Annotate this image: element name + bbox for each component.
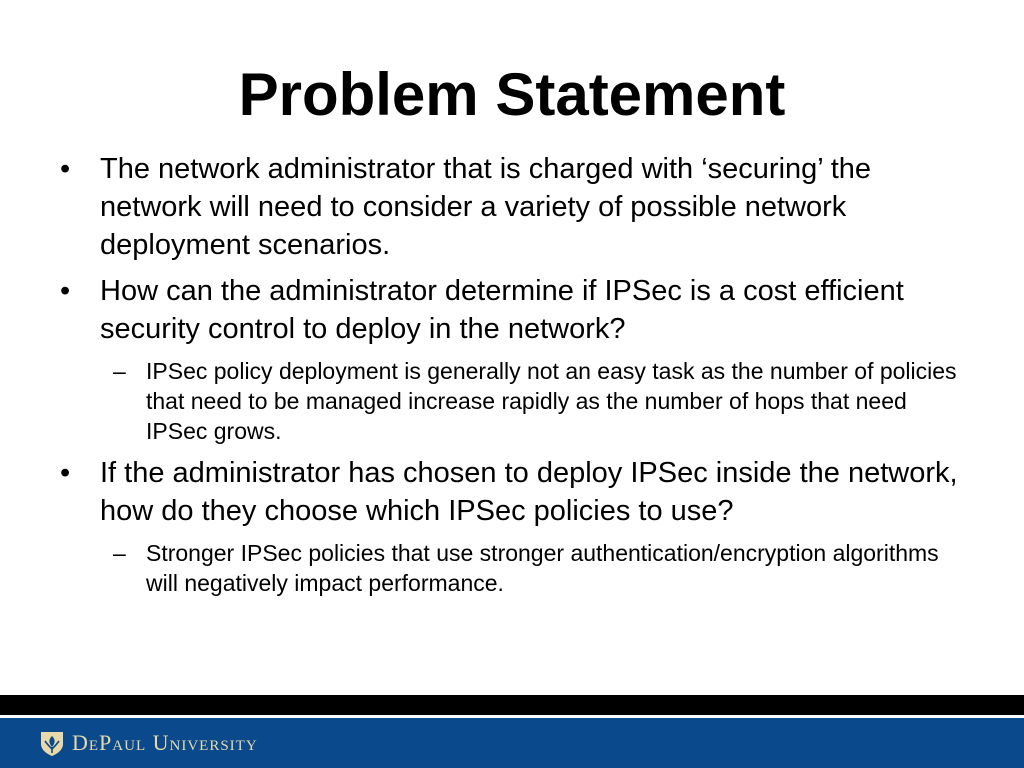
footer-black-band: [0, 695, 1024, 715]
bullet-icon: •: [60, 457, 71, 489]
slide-title: Problem Statement: [238, 61, 786, 128]
bullet-text: How can the administrator determine if IPSec is a cost efficient security control to deploy in the network?: [100, 275, 904, 345]
dash-icon: –: [113, 358, 126, 384]
logo-text: DePaul University: [72, 730, 258, 755]
depaul-shield-icon: [38, 729, 66, 757]
sub-bullet-text: Stronger IPSec policies that use stronger authentication/encryption algorithms will negatively impact performance.: [146, 540, 939, 596]
bullet-text: The network administrator that is charged with ‘securing’ the network will need to consider a variety of possible network deployment scenarios.: [100, 153, 872, 261]
sub-bullet-text: IPSec policy deployment is generally not an easy task as the number of policies that need to be managed increase rapidly as the number of hops that need IPSec grows.: [146, 358, 957, 444]
bullet-text: If the administrator has chosen to deploy IPSec inside the network, how do they choose which IPSec policies to use?: [100, 457, 958, 527]
sub-bullet-item: [60, 538, 970, 598]
slide-body: [60, 150, 970, 606]
bullet-item: [60, 272, 970, 348]
bullet-icon: •: [60, 153, 71, 185]
sub-bullet-item: [60, 356, 970, 446]
dash-icon: –: [113, 540, 126, 566]
depaul-logo: [38, 728, 258, 758]
bullet-item: [60, 454, 970, 530]
bullet-item: [60, 150, 970, 264]
bullet-icon: •: [60, 275, 71, 307]
